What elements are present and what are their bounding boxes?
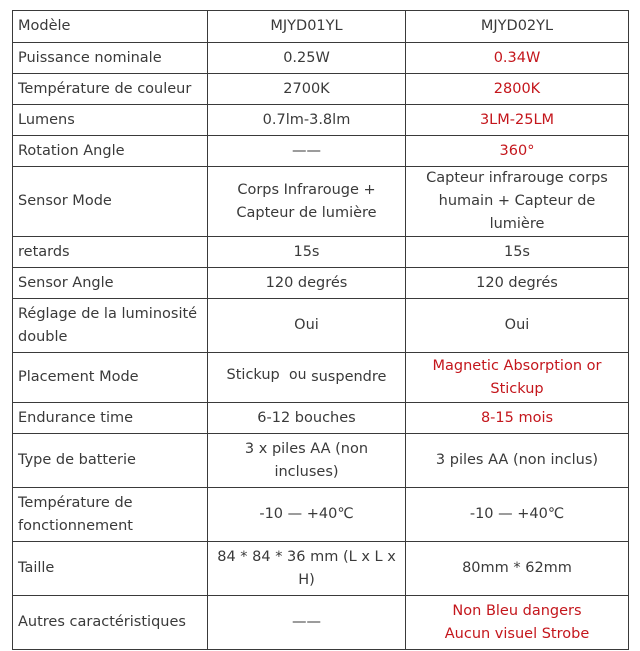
row-value-model-2	[406, 596, 629, 650]
table-row	[13, 434, 629, 488]
row-label: Sensor Mode	[13, 167, 208, 237]
row-value-model-2: 120 degrés	[406, 268, 629, 299]
row-label: Réglage de la luminosité double	[13, 299, 208, 353]
table-row	[13, 74, 629, 105]
row-value-model-2: 0.34W	[406, 43, 629, 74]
row-value-model-1: 15s	[208, 237, 406, 268]
row-value-model-1: Corps Infrarouge + Capteur de lumière	[208, 167, 406, 237]
row-value-model-2: 15s	[406, 237, 629, 268]
row-value-model-1: 120 degrés	[208, 268, 406, 299]
row-value-model-1: 2700K	[208, 74, 406, 105]
row-label: Puissance nominale	[13, 43, 208, 74]
table-row	[13, 268, 629, 299]
table-row	[13, 403, 629, 434]
table-row	[13, 105, 629, 136]
table-row	[13, 136, 629, 167]
placement-option-stickup: Stickup	[226, 367, 280, 383]
table-row	[13, 299, 629, 353]
row-value-model-2: -10 — +40℃	[406, 488, 629, 542]
row-value-model-1	[208, 353, 406, 403]
row-value-model-1: 0.25W	[208, 43, 406, 74]
table-row	[13, 237, 629, 268]
row-value-model-1: 84 * 84 * 36 mm (L x L x H)	[208, 542, 406, 596]
row-label: Sensor Angle	[13, 268, 208, 299]
row-label: Endurance time	[13, 403, 208, 434]
row-label: Lumens	[13, 105, 208, 136]
table-row	[13, 167, 629, 237]
row-label: Température de fonctionnement	[13, 488, 208, 542]
row-value-model-2: 8-15 mois	[406, 403, 629, 434]
header-label-cell: Modèle	[13, 11, 208, 43]
placement-connector: ou	[289, 367, 307, 383]
table-row	[13, 43, 629, 74]
table-header-row	[13, 11, 629, 43]
row-value-model-1: ——	[208, 136, 406, 167]
row-label: Placement Mode	[13, 353, 208, 403]
spec-table-container	[12, 10, 629, 650]
spec-comparison-table	[12, 10, 629, 650]
row-value-model-2: Oui	[406, 299, 629, 353]
row-value-model-1: 3 x piles AA (non incluses)	[208, 434, 406, 488]
header-model-1: MJYD01YL	[208, 11, 406, 43]
row-label: Type de batterie	[13, 434, 208, 488]
row-value-model-2: 3 piles AA (non inclus)	[406, 434, 629, 488]
row-value-model-2: Capteur infrarouge corps humain + Capteur de lumière	[406, 167, 629, 237]
row-value-model-2: Magnetic Absorption or Stickup	[406, 353, 629, 403]
row-label: Taille	[13, 542, 208, 596]
row-value-model-1: 0.7lm-3.8lm	[208, 105, 406, 136]
row-label: Température de couleur	[13, 74, 208, 105]
table-row	[13, 353, 629, 403]
row-value-model-1: Oui	[208, 299, 406, 353]
feature-line-1: Non Bleu dangers	[452, 602, 582, 619]
row-value-model-2: 80mm * 62mm	[406, 542, 629, 596]
placement-option-suspend: suspendre	[311, 369, 387, 385]
row-label: retards	[13, 237, 208, 268]
row-label: Autres caractéristiques	[13, 596, 208, 650]
row-value-model-1: 6-12 bouches	[208, 403, 406, 434]
table-row	[13, 488, 629, 542]
row-value-model-2: 2800K	[406, 74, 629, 105]
table-row	[13, 542, 629, 596]
row-label: Rotation Angle	[13, 136, 208, 167]
row-value-model-2: 360°	[406, 136, 629, 167]
table-row	[13, 596, 629, 650]
header-model-2: MJYD02YL	[406, 11, 629, 43]
row-value-model-2: 3LM-25LM	[406, 105, 629, 136]
row-value-model-1: ——	[208, 596, 406, 650]
feature-line-2: Aucun visuel Strobe	[444, 625, 590, 642]
row-value-model-1: -10 — +40℃	[208, 488, 406, 542]
